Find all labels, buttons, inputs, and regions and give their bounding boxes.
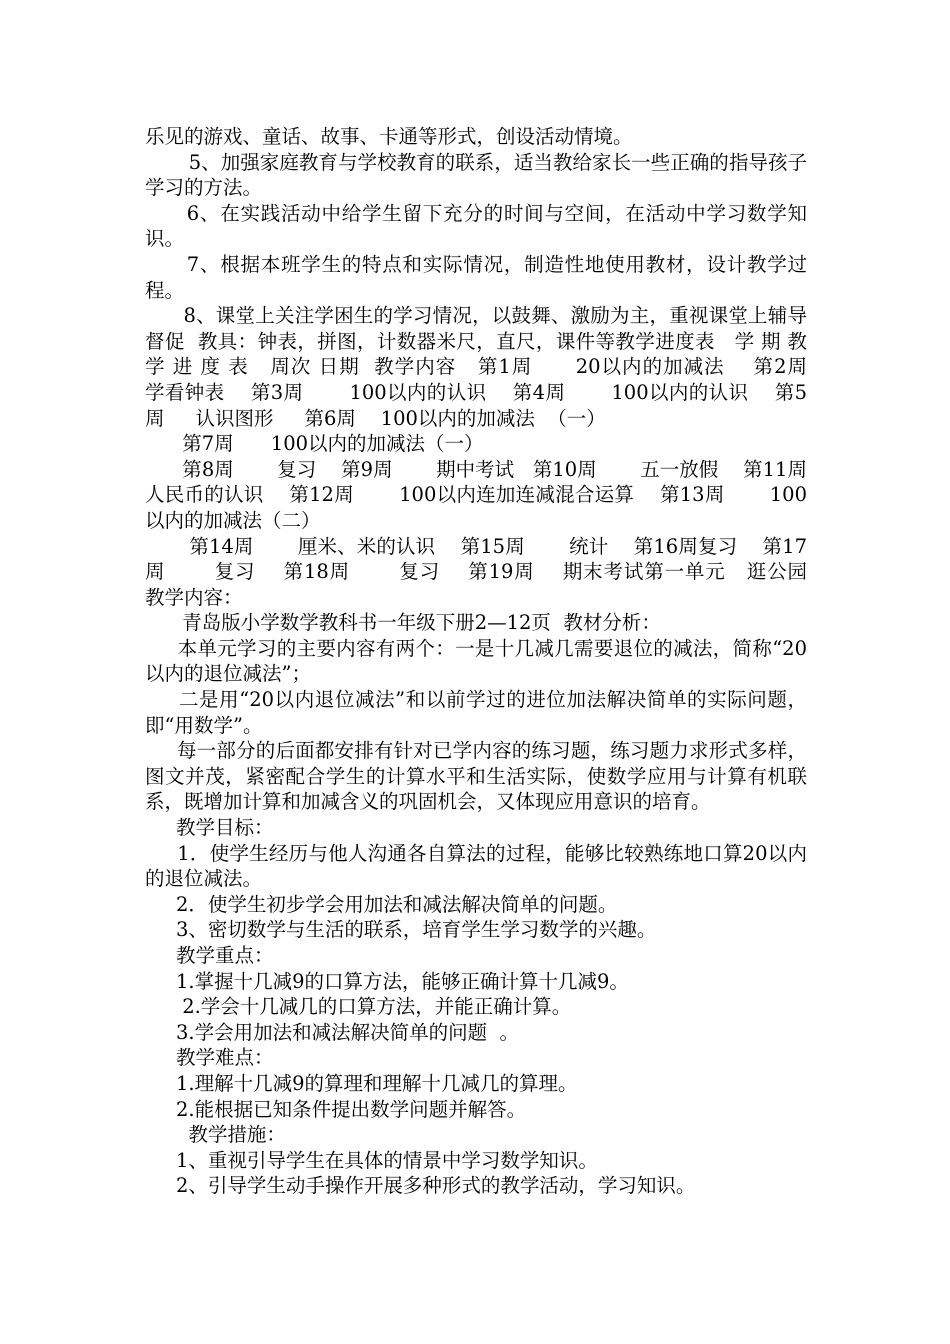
document-body [145, 124, 851, 1199]
paragraph: 6、在实践活动中给学生留下充分的时间与空间，在活动中学习数学知识。 [145, 201, 807, 251]
paragraph: 3、密切数学与生活的联系，培育学生学习数学的兴趣。 [145, 918, 657, 942]
paragraph: 教学难点： [145, 1046, 274, 1070]
paragraph: 1.理解十几减9的算理和理解十几减几的算理。 [145, 1071, 578, 1095]
paragraph: 本单元学习的主要内容有两个：一是十几减几需要退位的减法，简称“20以内的退位减法”； [145, 636, 807, 686]
paragraph: 7、根据本班学生的特点和实际情况，制造性地使用教材，设计教学过程。 [145, 252, 807, 302]
paragraph: 第14周 厘米、米的认识 第15周 统计 第16周复习 第17周 复习 第18周 复习 第19周 期末考试第一单元 逛公园 教学内容： [145, 534, 851, 609]
paragraph: 每一部分的后面都安排有针对已学内容的练习题，练习题力求形式多样，图文并茂，紧密配合学生的计算水平和生活实际，使数学应用与计算有机联系，既增加计算和加减含义的巩固机会，又体现应用意识的培育。 [145, 739, 807, 814]
paragraph: 青岛版小学数学教科书一年级下册2—12页 教材分析： [145, 611, 661, 635]
paragraph: 2.能根据已知条件提出数学问题并解答。 [145, 1097, 527, 1121]
paragraph: 1．使学生经历与他人沟通各自算法的过程，能够比较熟练地口算20以内的退位减法。 [145, 841, 807, 891]
paragraph: 5、加强家庭教育与学校教育的联系，适当教给家长一些正确的指导孩子学习的方法。 [145, 150, 807, 200]
paragraph: 教学重点： [145, 944, 274, 967]
paragraph: 2、引导学生动手操作开展多种形式的教学活动，学习知识。 [145, 1174, 696, 1198]
paragraph: 2．使学生初步学会用加法和减法解决简单的问题。 [145, 892, 618, 916]
paragraph: 第7周 100以内的加减法（一） [145, 432, 484, 456]
paragraph: 1、重视引导学生在具体的情景中学习数学知识。 [145, 1148, 598, 1172]
paragraph: 2.学会十几减几的口算方法，并能正确计算。 [145, 995, 572, 1019]
paragraph: 3.学会用加法和减法解决简单的问题 。 [145, 1020, 520, 1044]
paragraph: 第8周 复习 第9周 期中考试 第10周 五一放假 第11周 人民币的认识 第12周 100以内连加连减混合运算 第13周 100以内的加减法（二） [145, 457, 851, 532]
paragraph: 教学目标： [145, 816, 274, 840]
paragraph: 二是用“20以内退位减法”和以前学过的进位加法解决简单的实际问题，即“用数学”。 [145, 688, 807, 737]
paragraph: 教学措施： [145, 1123, 286, 1147]
paragraph: 8、课堂上关注学困生的学习情况，以鼓舞、激励为主，重视课堂上辅导督促 教具：钟表，拼图，计数器米尺，直尺，课件等教学进度表 学 期 教 学 进 度 表 周次 日期 教学内容 第1周 20以内的加减法 第2周 学看钟表 第3周 100以内的认识 第4周 100以内的认识 第5周 认识图形 第6周 100以内的加减法 （一） [145, 304, 851, 430]
paragraph: 1.掌握十几减9的口算方法，能够正确计算十几减9。 [145, 969, 629, 993]
paragraph: 乐见的游戏、童话、故事、卡通等形式，创设活动情境。 [145, 125, 633, 148]
